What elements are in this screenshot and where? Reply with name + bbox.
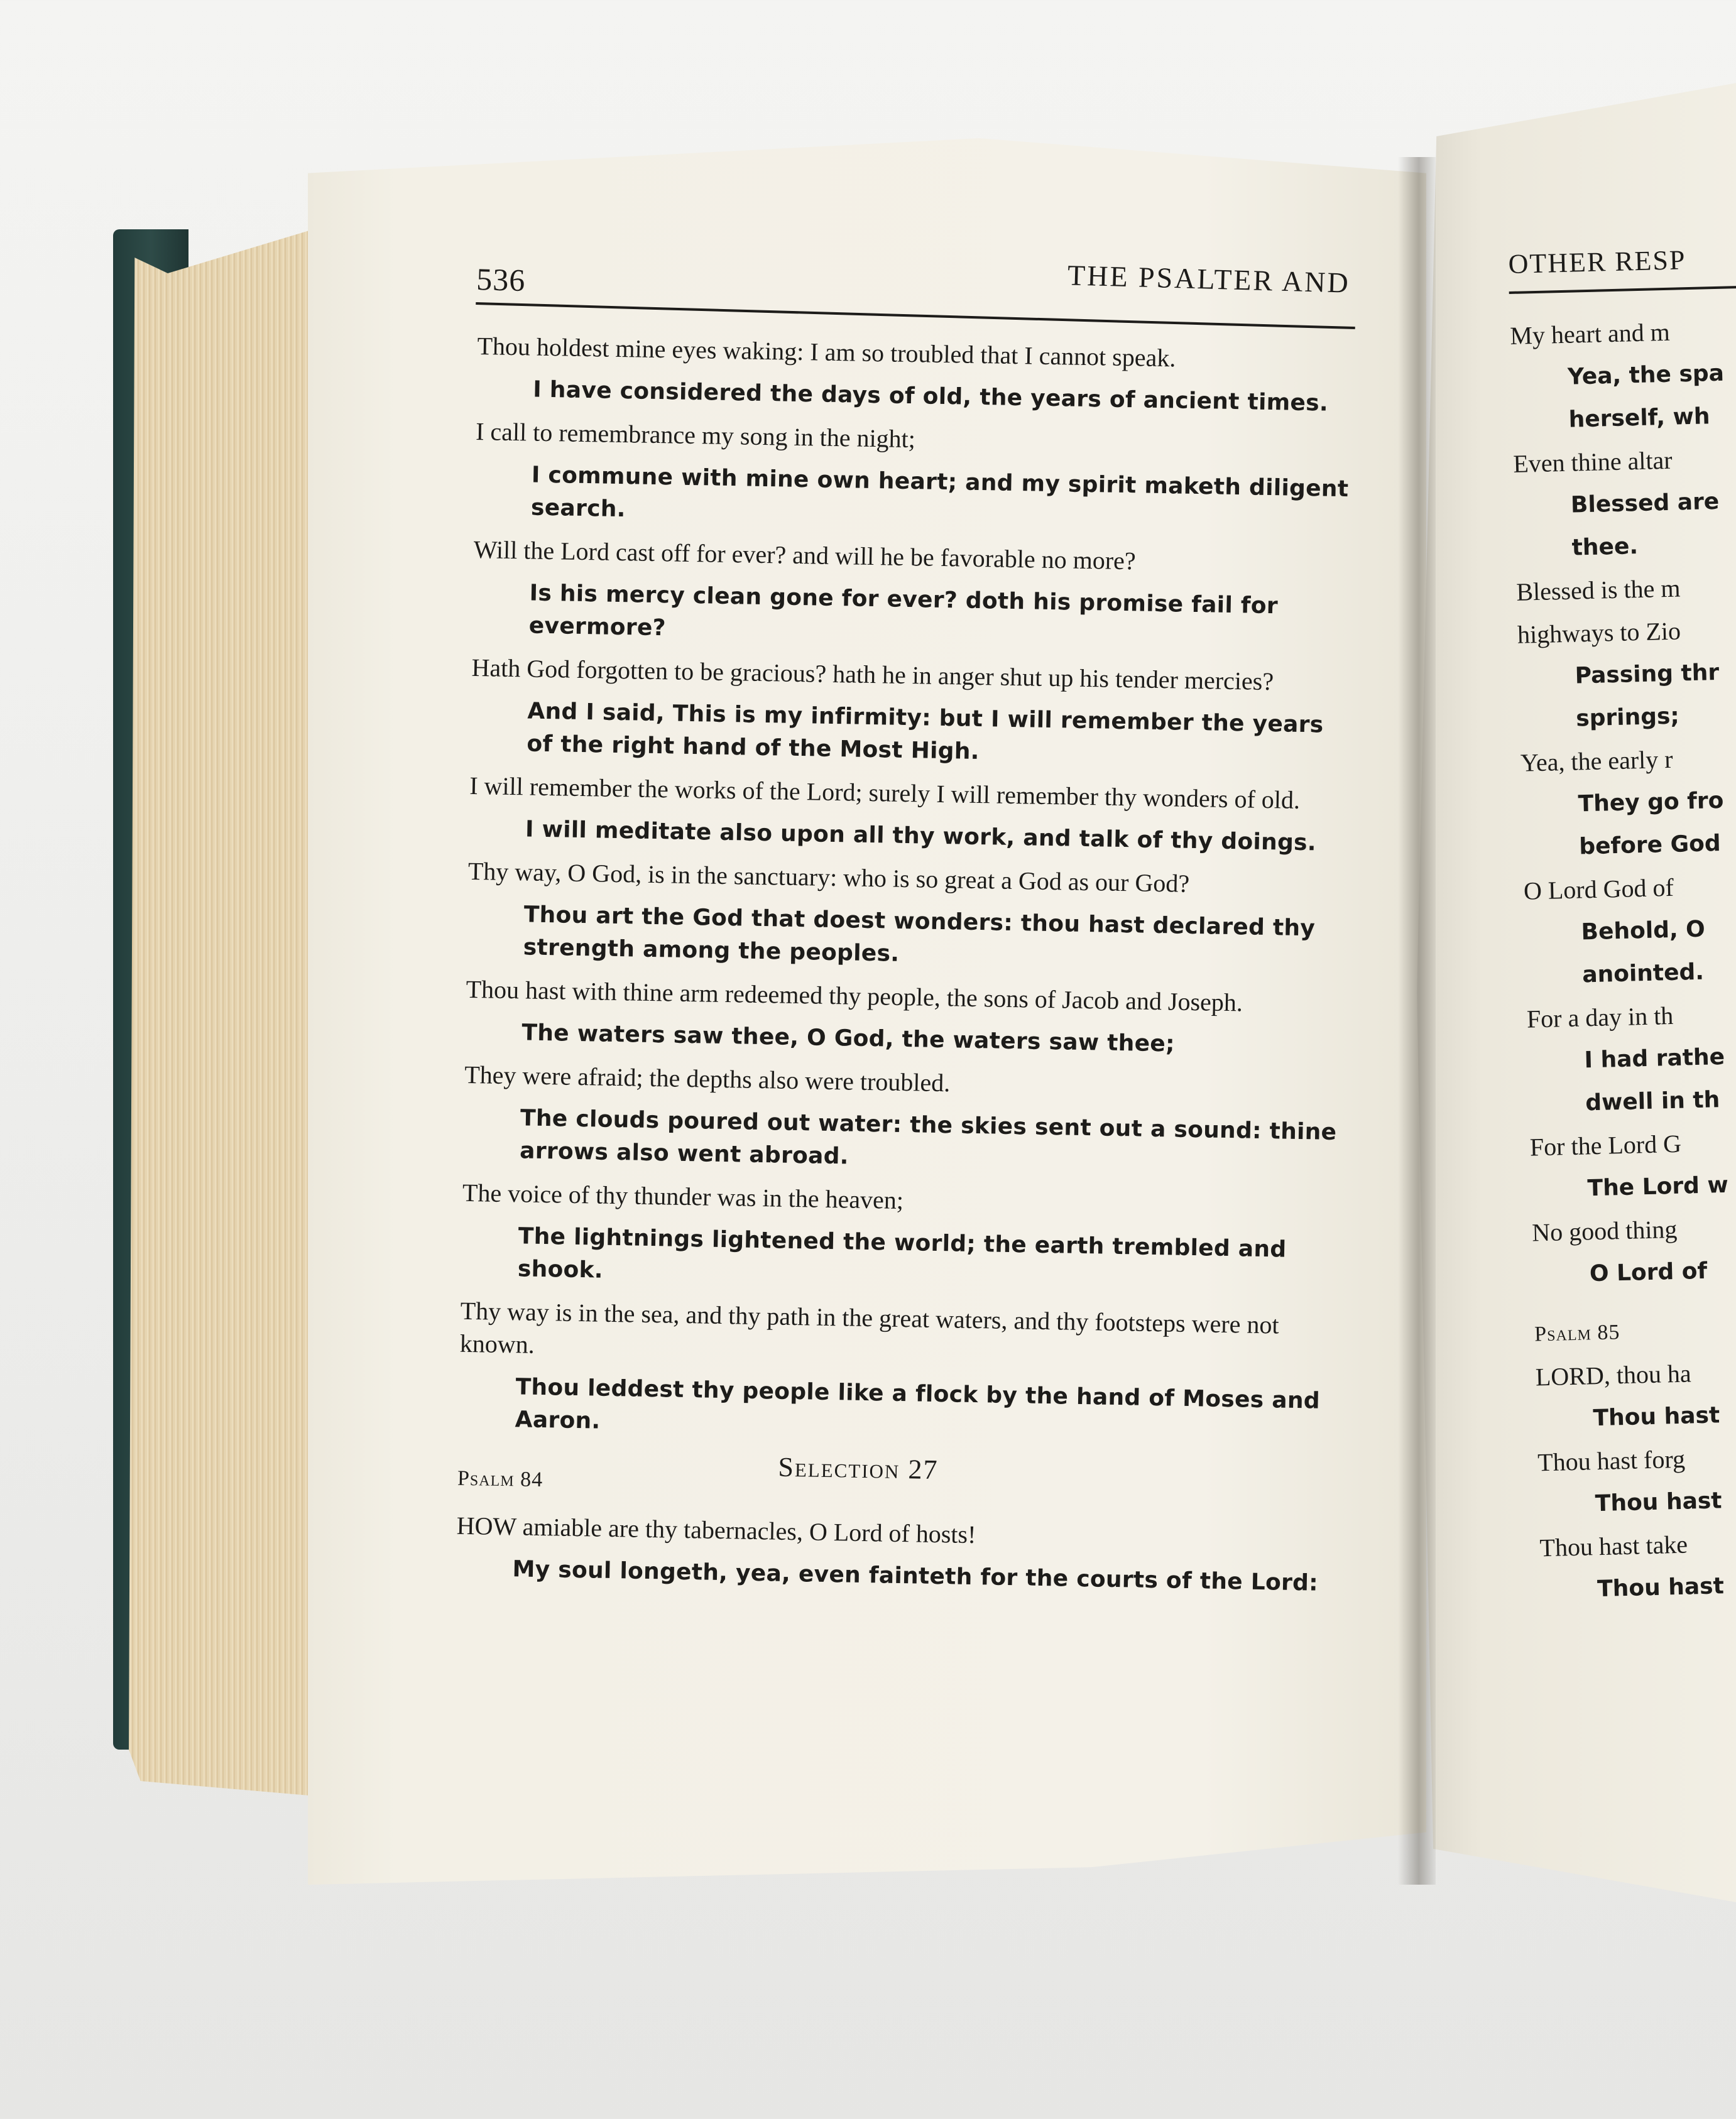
right-running-head: OTHER RESP xyxy=(1508,244,1686,280)
psalm-84-verses xyxy=(456,1510,1333,1600)
right-page-body xyxy=(1508,242,1736,1617)
psalm-label: Psalm 85 xyxy=(1534,1321,1620,1346)
running-head-title: THE PSALTER AND xyxy=(1067,259,1351,299)
response-line: Blessed are xyxy=(1570,488,1720,518)
psalm-label: Psalm 84 xyxy=(457,1466,543,1492)
response-line: Behold, O xyxy=(1581,916,1706,945)
response-line: anointed. xyxy=(1581,959,1705,988)
verse-line: Hath God forgotten to be gracious? hath he in anger shut up his tender mercies? xyxy=(471,653,1274,696)
selection-heading xyxy=(457,1449,1335,1506)
verse-line: O Lord God of xyxy=(1523,873,1674,905)
response-line: springs; xyxy=(1575,703,1680,732)
verse-line: I call to remembrance my song in the night; xyxy=(475,417,916,454)
response-line: Thou leddest thy people like a flock by the hand of Moses and Aaron. xyxy=(515,1374,1321,1434)
response-line: They go fro xyxy=(1578,787,1724,817)
running-head xyxy=(476,242,1357,299)
response-line: I will meditate also upon all thy work, and talk of thy doings. xyxy=(525,816,1317,856)
response-line: I had rathe xyxy=(1584,1043,1725,1074)
left-page-body xyxy=(456,330,1354,1610)
response-line: thee. xyxy=(1571,533,1639,561)
verse-line: Thou hast forg xyxy=(1537,1444,1686,1477)
response-line: My soul longeth, yea, even fainteth for the courts of the Lord: xyxy=(512,1556,1319,1596)
selection-number: 27 xyxy=(908,1454,939,1486)
verse-line: Thou hast take xyxy=(1539,1530,1688,1562)
response-line: herself, wh xyxy=(1568,403,1710,433)
verse-line: My heart and m xyxy=(1509,317,1671,350)
response-line: Yea, the spa xyxy=(1567,360,1725,390)
verse-line: I will remember the works of the Lord; surely I will remember thy wonders of old. xyxy=(469,771,1301,814)
right-head-rule xyxy=(1509,285,1736,294)
selection-word: Selection xyxy=(778,1451,900,1485)
verse-line: Blessed is the m xyxy=(1515,574,1681,606)
verse-line: No good thing xyxy=(1531,1214,1678,1247)
right-line-list xyxy=(1510,313,1736,1608)
response-line: I commune with mine own heart; and my spirit maketh diligent search. xyxy=(530,462,1349,523)
response-line: The lightnings lightened the world; the earth trembled and shook. xyxy=(517,1223,1287,1283)
verse-line: HOW amiable are thy tabernacles, O Lord of hosts! xyxy=(456,1511,976,1549)
response-line: dwell in th xyxy=(1585,1087,1720,1116)
response-line: Thou art the God that doest wonders: thou hast declared thy strength among the peoples. xyxy=(523,902,1316,967)
verse-line: For the Lord G xyxy=(1529,1129,1682,1162)
verse-list xyxy=(458,330,1354,1451)
response-line: Thou hast xyxy=(1597,1573,1725,1603)
head-rule xyxy=(476,302,1355,329)
response-line: The clouds poured out water: the skies sent out a sound: thine arrows also went abroad. xyxy=(519,1105,1337,1170)
verse-line: Thou holdest mine eyes waking: I am so troubled that I cannot speak. xyxy=(477,331,1176,373)
response-line: Thou hast xyxy=(1593,1402,1720,1432)
verse-line: Even thine altar xyxy=(1512,445,1673,478)
verse-line: They were afraid; the depths also were troubled. xyxy=(464,1060,951,1098)
response-line: And I said, This is my infirmity: but I will remember the years of the right hand of the Most High. xyxy=(527,698,1324,765)
page-number: 536 xyxy=(476,261,527,298)
verse-line: The voice of thy thunder was in the heaven; xyxy=(462,1178,904,1215)
response-line: Is his mercy clean gone for ever? doth his promise fail for evermore? xyxy=(528,580,1279,641)
response-line: The waters saw thee, O God, the waters saw thee; xyxy=(521,1020,1176,1057)
response-line: Thou hast xyxy=(1595,1488,1722,1517)
verse-line: highways to Zio xyxy=(1517,616,1681,649)
response-line: before God xyxy=(1578,831,1722,860)
selection-title xyxy=(778,1451,939,1486)
verse-line: For a day in th xyxy=(1526,1001,1674,1033)
response-line: The Lord w xyxy=(1587,1172,1729,1202)
verse-line: Thou hast with thine arm redeemed thy people, the sons of Jacob and Joseph. xyxy=(466,974,1243,1017)
verse-line: Thy way is in the sea, and thy path in the great waters, and thy footsteps were not known. xyxy=(459,1296,1279,1359)
response-line: Passing thr xyxy=(1575,659,1720,689)
verse-line: Yea, the early r xyxy=(1520,744,1674,777)
response-line: O Lord of xyxy=(1589,1258,1708,1287)
verse-line: LORD, thou ha xyxy=(1535,1359,1692,1392)
verse-line: Thy way, O God, is in the sanctuary: who is so great a God as our God? xyxy=(467,856,1190,898)
verse-line: Will the Lord cast off for ever? and will he be favorable no more? xyxy=(473,535,1137,575)
response-line: I have considered the days of old, the years of ancient times. xyxy=(532,376,1329,417)
